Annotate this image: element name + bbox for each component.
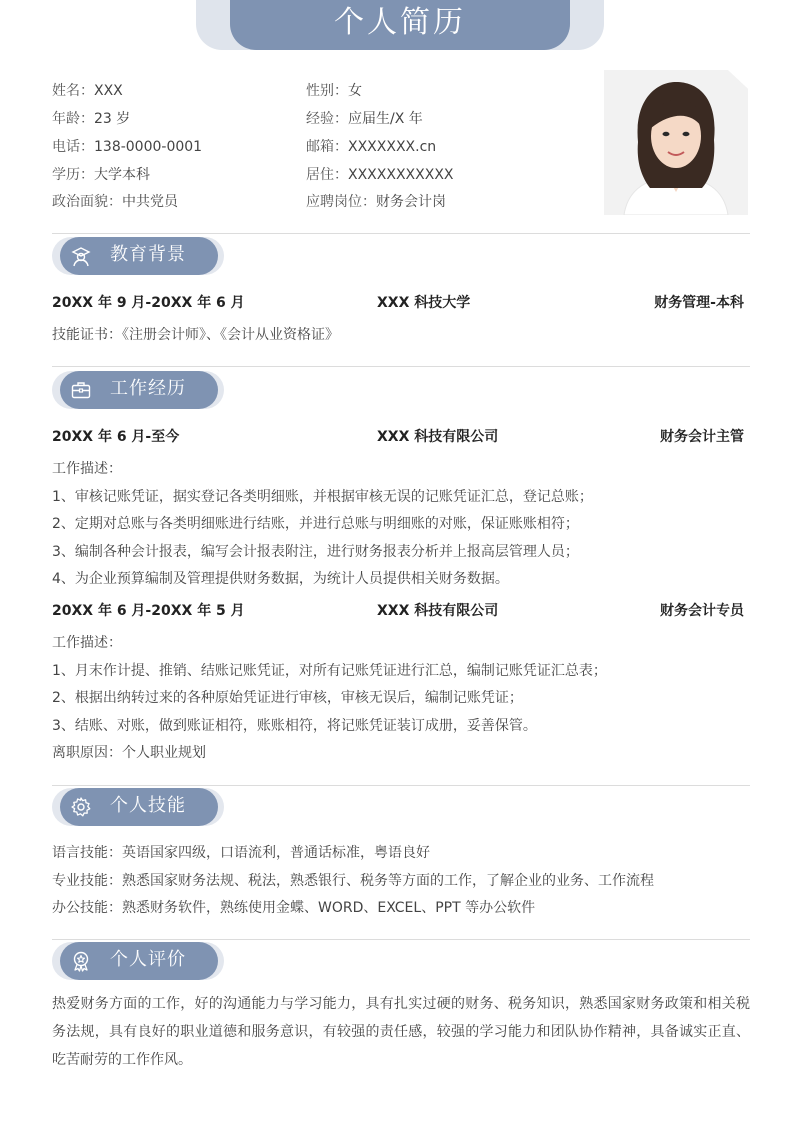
gear-icon [70, 796, 92, 818]
skill-item: 专业技能：熟悉国家财务法规、税法，熟悉银行、税务等方面的工作，了解企业的业务、工作流程 [52, 873, 654, 889]
job-position: 财务会计专员 [660, 603, 744, 619]
info-political: 政治面貌：中共党员 [52, 194, 178, 210]
section-skills-header [52, 788, 224, 826]
education-row [52, 292, 744, 312]
job-desc-item: 2、根据出纳转过来的各种原始凭证进行审核，审核无误后，编制记账凭证； [52, 690, 523, 706]
section-education-title: 教育背景 [110, 244, 186, 265]
briefcase-icon [70, 379, 92, 401]
info-phone: 电话：138-0000-0001 [52, 139, 203, 155]
portrait-illustration [604, 70, 748, 215]
info-gender: 性别：女 [306, 83, 362, 99]
section-work-header [52, 371, 224, 409]
job-desc-label: 工作描述： [52, 635, 122, 651]
job-desc-label: 工作描述： [52, 461, 122, 477]
title-banner [196, 0, 604, 50]
info-age: 年龄：23 岁 [52, 111, 131, 127]
divider [52, 366, 750, 367]
info-position: 应聘岗位：财务会计岗 [306, 194, 446, 210]
education-major: 财务管理-本科 [654, 295, 744, 311]
job-row [52, 426, 744, 446]
award-icon [70, 950, 92, 972]
divider [52, 785, 750, 786]
skill-item: 办公技能：熟悉财务软件，熟练使用金蝶、WORD、EXCEL、PPT 等办公软件 [52, 900, 536, 916]
job-position: 财务会计主管 [660, 429, 744, 445]
education-certificates: 技能证书：《注册会计师》、《会计从业资格证》 [52, 327, 339, 343]
section-work-title: 工作经历 [110, 378, 186, 399]
info-education: 学历：大学本科 [52, 167, 150, 183]
section-evaluation-title: 个人评价 [110, 949, 186, 970]
job-leave-reason: 离职原因：个人职业规划 [52, 745, 206, 761]
info-experience: 经验：应届生/X 年 [306, 111, 423, 127]
job-desc-item: 2、定期对总账与各类明细账进行结账，并进行总账与明细账的对账，保证账账相符； [52, 516, 579, 532]
education-period: 20XX 年 9 月-20XX 年 6 月 [52, 295, 245, 311]
job-period: 20XX 年 6 月-至今 [52, 429, 180, 445]
job-company: XXX 科技有限公司 [377, 429, 499, 445]
education-school: XXX 科技大学 [377, 295, 471, 311]
info-residence: 居住：XXXXXXXXXXX [306, 167, 454, 183]
info-email: 邮箱：XXXXXXX.cn [306, 139, 437, 155]
page-title: 个人简历 [230, 0, 570, 50]
job-desc-item: 1、月末作计提、推销、结账记账凭证，对所有记账凭证进行汇总，编制记账凭证汇总表； [52, 663, 607, 679]
job-desc-item: 4、为企业预算编制及管理提供财务数据，为统计人员提供相关财务数据。 [52, 571, 509, 587]
profile-photo [604, 70, 748, 215]
job-desc-item: 3、编制各种会计报表，编写会计报表附注，进行财务报表分析并上报高层管理人员； [52, 544, 579, 560]
job-period: 20XX 年 6 月-20XX 年 5 月 [52, 603, 245, 619]
job-desc-item: 1、审核记账凭证，据实登记各类明细账，并根据审核无误的记账凭证汇总，登记总账； [52, 489, 593, 505]
job-row [52, 600, 744, 620]
section-evaluation-header [52, 942, 224, 980]
job-company: XXX 科技有限公司 [377, 603, 499, 619]
section-skills-title: 个人技能 [110, 795, 186, 816]
section-education-header [52, 237, 224, 275]
graduate-icon [70, 245, 92, 267]
divider [52, 233, 750, 234]
skill-item: 语言技能：英语国家四级，口语流利，普通话标准，粤语良好 [52, 845, 430, 861]
info-name: 姓名：XXX [52, 83, 123, 99]
divider [52, 939, 750, 940]
evaluation-text: 热爱财务方面的工作，好的沟通能力与学习能力，具有扎实过硬的财务、税务知识，熟悉国家财务政策和相关税务法规，具有良好的职业道德和服务意识，有较强的责任感，较强的学习能力和团队协作精神，具备诚实正直、吃苦耐劳的工作作风。 [52, 996, 750, 1068]
job-desc-item: 3、结账、对账，做到账证相符，账账相符，将记账凭证装订成册，妥善保管。 [52, 718, 537, 734]
